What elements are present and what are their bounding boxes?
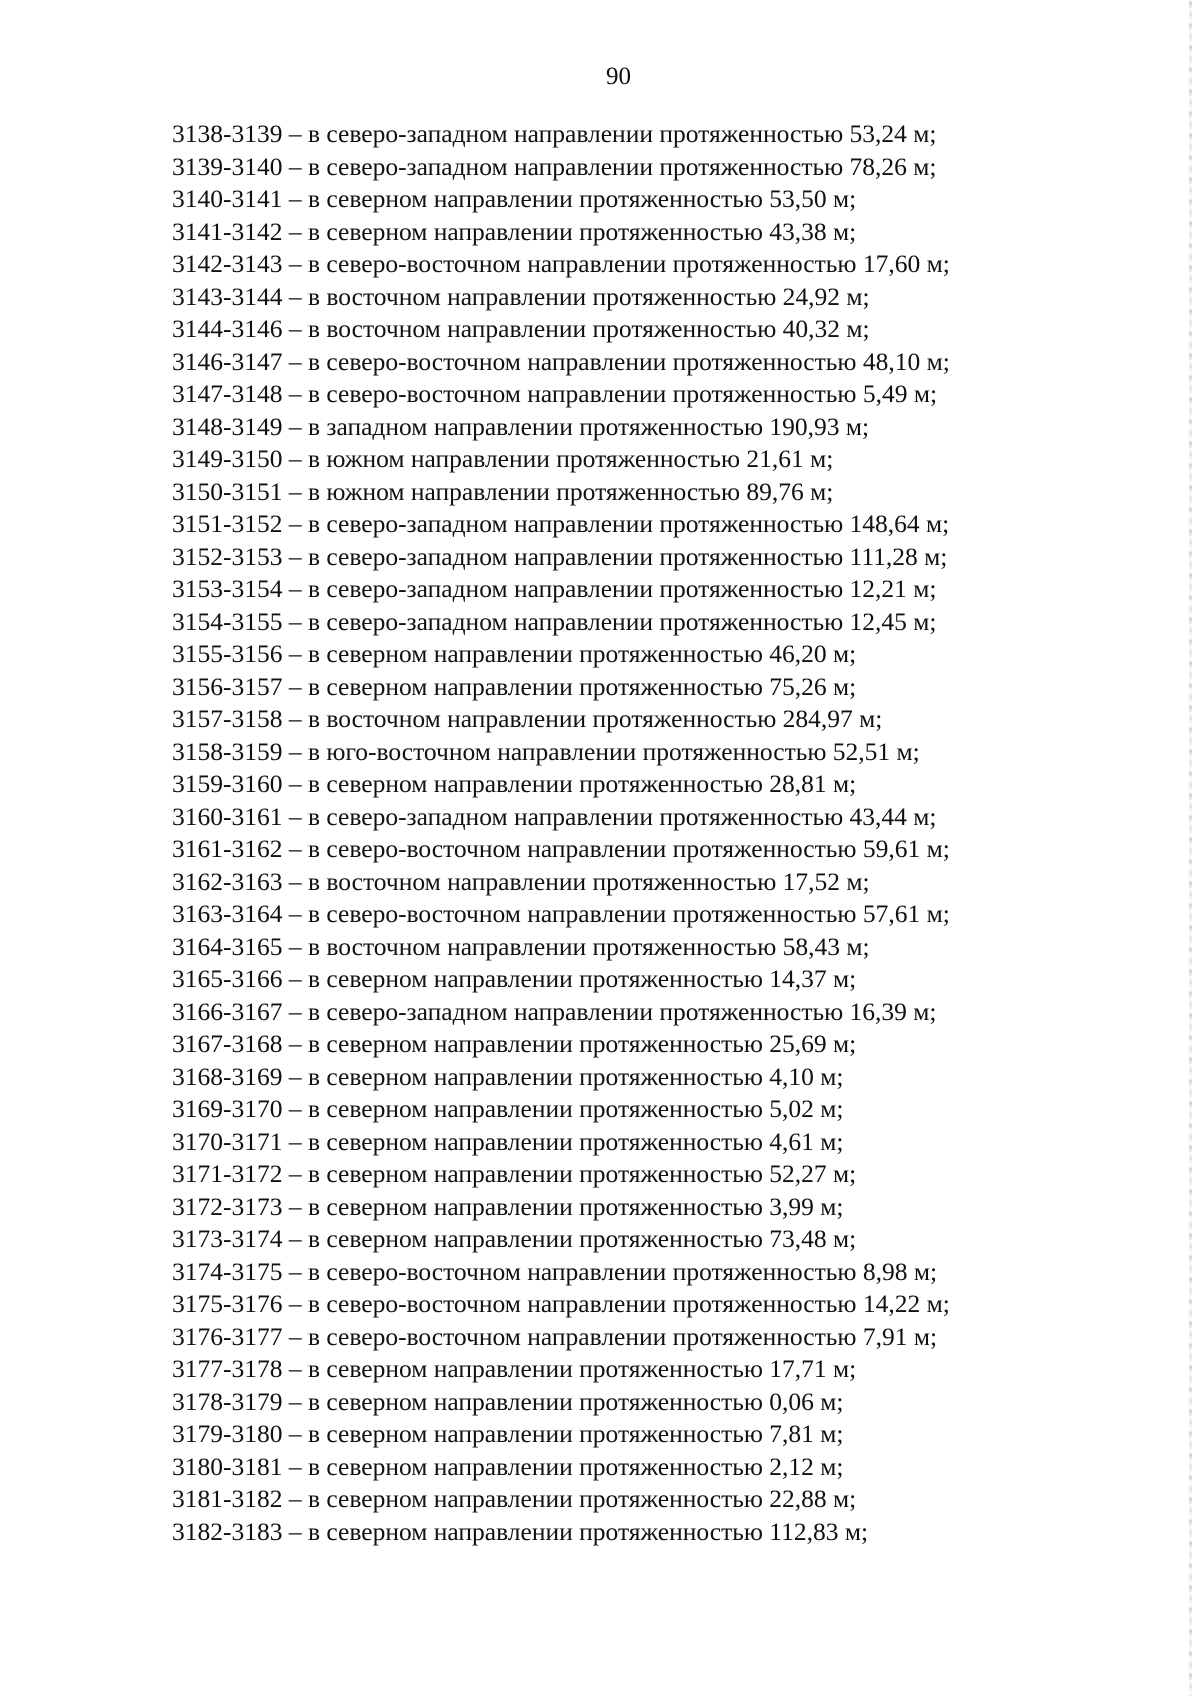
list-item: 3163-3164 – в северо-восточном направлении протяженностью 57,61 м; (172, 899, 950, 928)
list-item: 3141-3142 – в северном направлении протяженностью 43,38 м; (172, 216, 857, 246)
list-item: 3153-3154 – в северо-западном направлении протяженностью 12,21 м; (172, 574, 937, 603)
scan-edge-artifact (1189, 0, 1192, 1696)
list-item: 3162-3163 – в восточном направлении протяженностью 17,52 м; (172, 866, 870, 896)
list-item: 3165-3166 – в северном направлении протяженностью 14,37 м; (172, 964, 857, 993)
list-item: 3144-3146 – в восточном направлении протяженностью 40,32 м; (172, 314, 870, 343)
list-item: 3139-3140 – в северо-западном направлении протяженностью 78,26 м; (172, 151, 937, 181)
page-number: 90 (606, 63, 631, 90)
list-item: 3158-3159 – в юго-восточном направлении протяженностью 52,51 м; (172, 736, 920, 766)
list-item: 3152-3153 – в северо-западном направлении протяженностью 111,28 м; (172, 541, 948, 571)
list-item: 3150-3151 – в южном направлении протяженностью 89,76 м; (172, 476, 834, 506)
list-item: 3179-3180 – в северном направлении протяженностью 7,81 м; (172, 1419, 844, 1448)
list-item: 3176-3177 – в северо-восточном направлении протяженностью 7,91 м; (172, 1321, 938, 1351)
list-item: 3157-3158 – в восточном направлении протяженностью 284,97 м; (172, 704, 883, 733)
list-item: 3161-3162 – в северо-восточном направлении протяженностью 59,61 м; (172, 834, 950, 863)
list-item: 3177-3178 – в северном направлении протяженностью 17,71 м; (172, 1354, 857, 1383)
list-item: 3160-3161 – в северо-западном направлении протяженностью 43,44 м; (172, 801, 937, 831)
list-item: 3149-3150 – в южном направлении протяженностью 21,61 м; (172, 444, 834, 473)
list-item: 3174-3175 – в северо-восточном направлении протяженностью 8,98 м; (172, 1256, 938, 1286)
list-item: 3140-3141 – в северном направлении протяженностью 53,50 м; (172, 184, 857, 213)
list-item: 3172-3173 – в северном направлении протяженностью 3,99 м; (172, 1191, 844, 1221)
boundary-segment-list (172, 118, 1072, 1548)
list-item: 3154-3155 – в северо-западном направлении протяженностью 12,45 м; (172, 606, 937, 636)
list-item: 3147-3148 – в северо-восточном направлении протяженностью 5,49 м; (172, 379, 938, 408)
list-item: 3178-3179 – в северном направлении протяженностью 0,06 м; (172, 1386, 844, 1416)
list-item: 3181-3182 – в северном направлении протяженностью 22,88 м; (172, 1484, 857, 1513)
list-item: 3171-3172 – в северном направлении протяженностью 52,27 м; (172, 1159, 857, 1188)
list-item: 3151-3152 – в северо-западном направлении протяженностью 148,64 м; (172, 509, 950, 538)
list-item: 3146-3147 – в северо-восточном направлении протяженностью 48,10 м; (172, 346, 950, 376)
list-item: 3166-3167 – в северо-западном направлении протяженностью 16,39 м; (172, 996, 937, 1026)
list-item: 3142-3143 – в северо-восточном направлении протяженностью 17,60 м; (172, 249, 950, 278)
list-item: 3180-3181 – в северном направлении протяженностью 2,12 м; (172, 1451, 844, 1481)
list-item: 3159-3160 – в северном направлении протяженностью 28,81 м; (172, 769, 857, 798)
list-item: 3164-3165 – в восточном направлении протяженностью 58,43 м; (172, 931, 870, 961)
list-item: 3175-3176 – в северо-восточном направлении протяженностью 14,22 м; (172, 1289, 950, 1318)
list-item: 3167-3168 – в северном направлении протяженностью 25,69 м; (172, 1029, 857, 1058)
list-item: 3168-3169 – в северном направлении протяженностью 4,10 м; (172, 1061, 844, 1091)
list-item: 3169-3170 – в северном направлении протяженностью 5,02 м; (172, 1094, 844, 1123)
list-item: 3138-3139 – в северо-западном направлении протяженностью 53,24 м; (172, 119, 937, 148)
list-item: 3155-3156 – в северном направлении протяженностью 46,20 м; (172, 639, 857, 668)
list-item: 3143-3144 – в восточном направлении протяженностью 24,92 м; (172, 281, 870, 311)
list-item: 3148-3149 – в западном направлении протяженностью 190,93 м; (172, 411, 870, 441)
list-item: 3170-3171 – в северном направлении протяженностью 4,61 м; (172, 1126, 844, 1156)
list-item: 3156-3157 – в северном направлении протяженностью 75,26 м; (172, 671, 857, 701)
list-item: 3173-3174 – в северном направлении протяженностью 73,48 м; (172, 1224, 857, 1253)
list-item: 3182-3183 – в северном направлении протяженностью 112,83 м; (172, 1516, 869, 1546)
